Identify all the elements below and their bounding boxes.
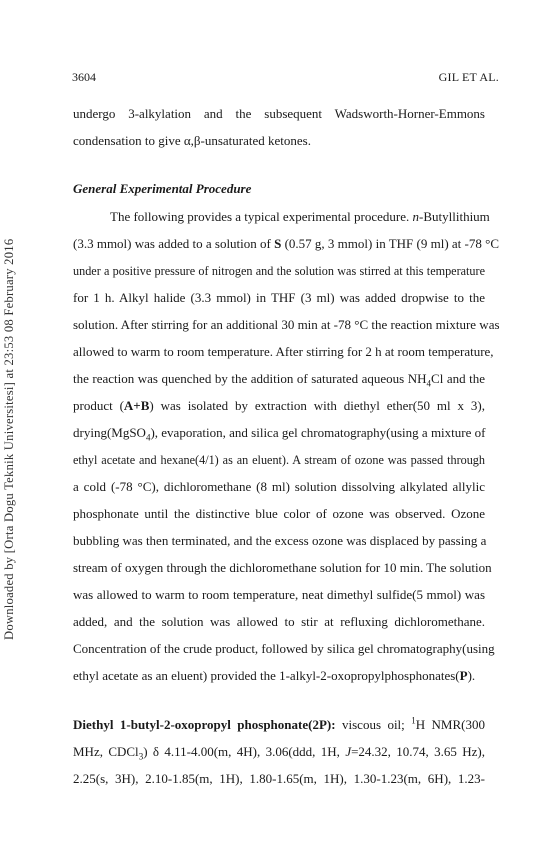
paragraph-line: added, and the solution was allowed to stir at refluxing dichloromethane.: [73, 614, 485, 629]
text-run: -Butyllithium: [419, 209, 490, 224]
text-run: product (: [73, 398, 124, 413]
paragraph-line: [73, 425, 485, 441]
text-run: the reaction was quenched by the addition of saturated aqueous NH: [73, 371, 427, 386]
paragraph-line: [73, 668, 485, 684]
download-watermark: [0, 0, 30, 864]
paragraph-line: bubbling was then terminated, and the excess ozone was displaced by passing a: [73, 533, 487, 548]
paragraph-line: under a positive pressure of nitrogen and the solution was stirred at this temperature: [73, 264, 485, 278]
compound-line: 2.25(s, 3H), 2.10-1.85(m, 1H), 1.80-1.65(m, 1H), 1.30-1.23(m, 6H), 1.23-: [73, 771, 485, 786]
intro-line: condensation to give α,β-unsaturated ketones.: [73, 133, 311, 148]
text-run: ).: [467, 668, 476, 683]
compound-line: [73, 717, 485, 733]
compound-label: P: [459, 668, 468, 683]
section-heading: General Experimental Procedure: [73, 181, 252, 196]
subscript: 3: [138, 751, 144, 762]
intro-line: undergo 3-alkylation and the subsequent Wadsworth-Horner-Emmons: [73, 106, 485, 121]
text-run: drying(MgSO: [73, 425, 146, 440]
compound-label: S: [274, 236, 282, 251]
text-run: H NMR(300: [415, 717, 485, 732]
text-run: Cl and the: [431, 371, 485, 386]
paragraph-line: [73, 236, 499, 252]
paragraph-line: Concentration of the crude product, followed by silica gel chromatography(using: [73, 641, 495, 656]
paragraph-line: phosphonate until the distinctive blue color of ozone was observed. Ozone: [73, 506, 485, 521]
text-run: viscous oil;: [335, 717, 412, 732]
download-notice: Downloaded by [Orta Dogu Teknik Universitesi] at 23:53 08 February 2016: [2, 238, 16, 640]
subscript: 4: [145, 432, 151, 443]
running-title: GIL ET AL.: [438, 70, 499, 84]
paragraph-line: solution. After stirring for an additional 30 min at -78 °C the reaction mixture was: [73, 317, 500, 332]
page-number: 3604: [72, 70, 96, 84]
text-run: ) was isolated by extraction with diethyl ether(50 ml x 3),: [149, 398, 485, 413]
superscript: 1: [411, 715, 416, 726]
paragraph-line: for 1 h. Alkyl halide (3.3 mmol) in THF (3 ml) was added dropwise to the: [73, 290, 485, 305]
text-run: (0.57 g, 3 mmol) in THF (9 ml) at -78 °C: [281, 236, 499, 251]
subscript: 4: [426, 378, 432, 389]
text-run: =24.32, 10.74, 3.65 Hz),: [351, 744, 486, 759]
text-run: ), evaporation, and silica gel chromatography(using a mixture of: [150, 425, 486, 440]
text-run: ) δ 4.11-4.00(m, 4H), 3.06(ddd, 1H,: [143, 744, 346, 759]
text-run: n: [412, 209, 420, 224]
paragraph-line: stream of oxygen through the dichloromethane solution for 10 min. The solution: [73, 560, 492, 575]
text-run: (3.3 mmol) was added to a solution of: [73, 236, 275, 251]
text-run: MHz, CDCl: [73, 744, 139, 759]
paragraph-line: was allowed to warm to room temperature, neat dimethyl sulfide(5 mmol) was: [73, 587, 485, 602]
compound-name: Diethyl 1-butyl-2-oxopropyl phosphonate(2P):: [73, 717, 336, 732]
paragraph-line: a cold (-78 °C), dichloromethane (8 ml) solution dissolving alkylated allylic: [73, 479, 485, 494]
text-run: ethyl acetate as an eluent) provided the 1-alkyl-2-oxopropylphosphonates(: [73, 668, 460, 683]
paragraph-line: ethyl acetate and hexane(4/1) as an eluent). A stream of ozone was passed through: [73, 453, 485, 467]
paragraph-line: [110, 209, 490, 225]
coupling-symbol: J: [345, 744, 352, 759]
text-run: The following provides a typical experimental procedure.: [110, 209, 413, 224]
compound-label: A+B: [123, 398, 150, 413]
paragraph-line: [73, 398, 485, 414]
paragraph-line: allowed to warm to room temperature. After stirring for 2 h at room temperature,: [73, 344, 494, 359]
paragraph-line: [73, 371, 485, 387]
compound-line: [73, 744, 485, 760]
